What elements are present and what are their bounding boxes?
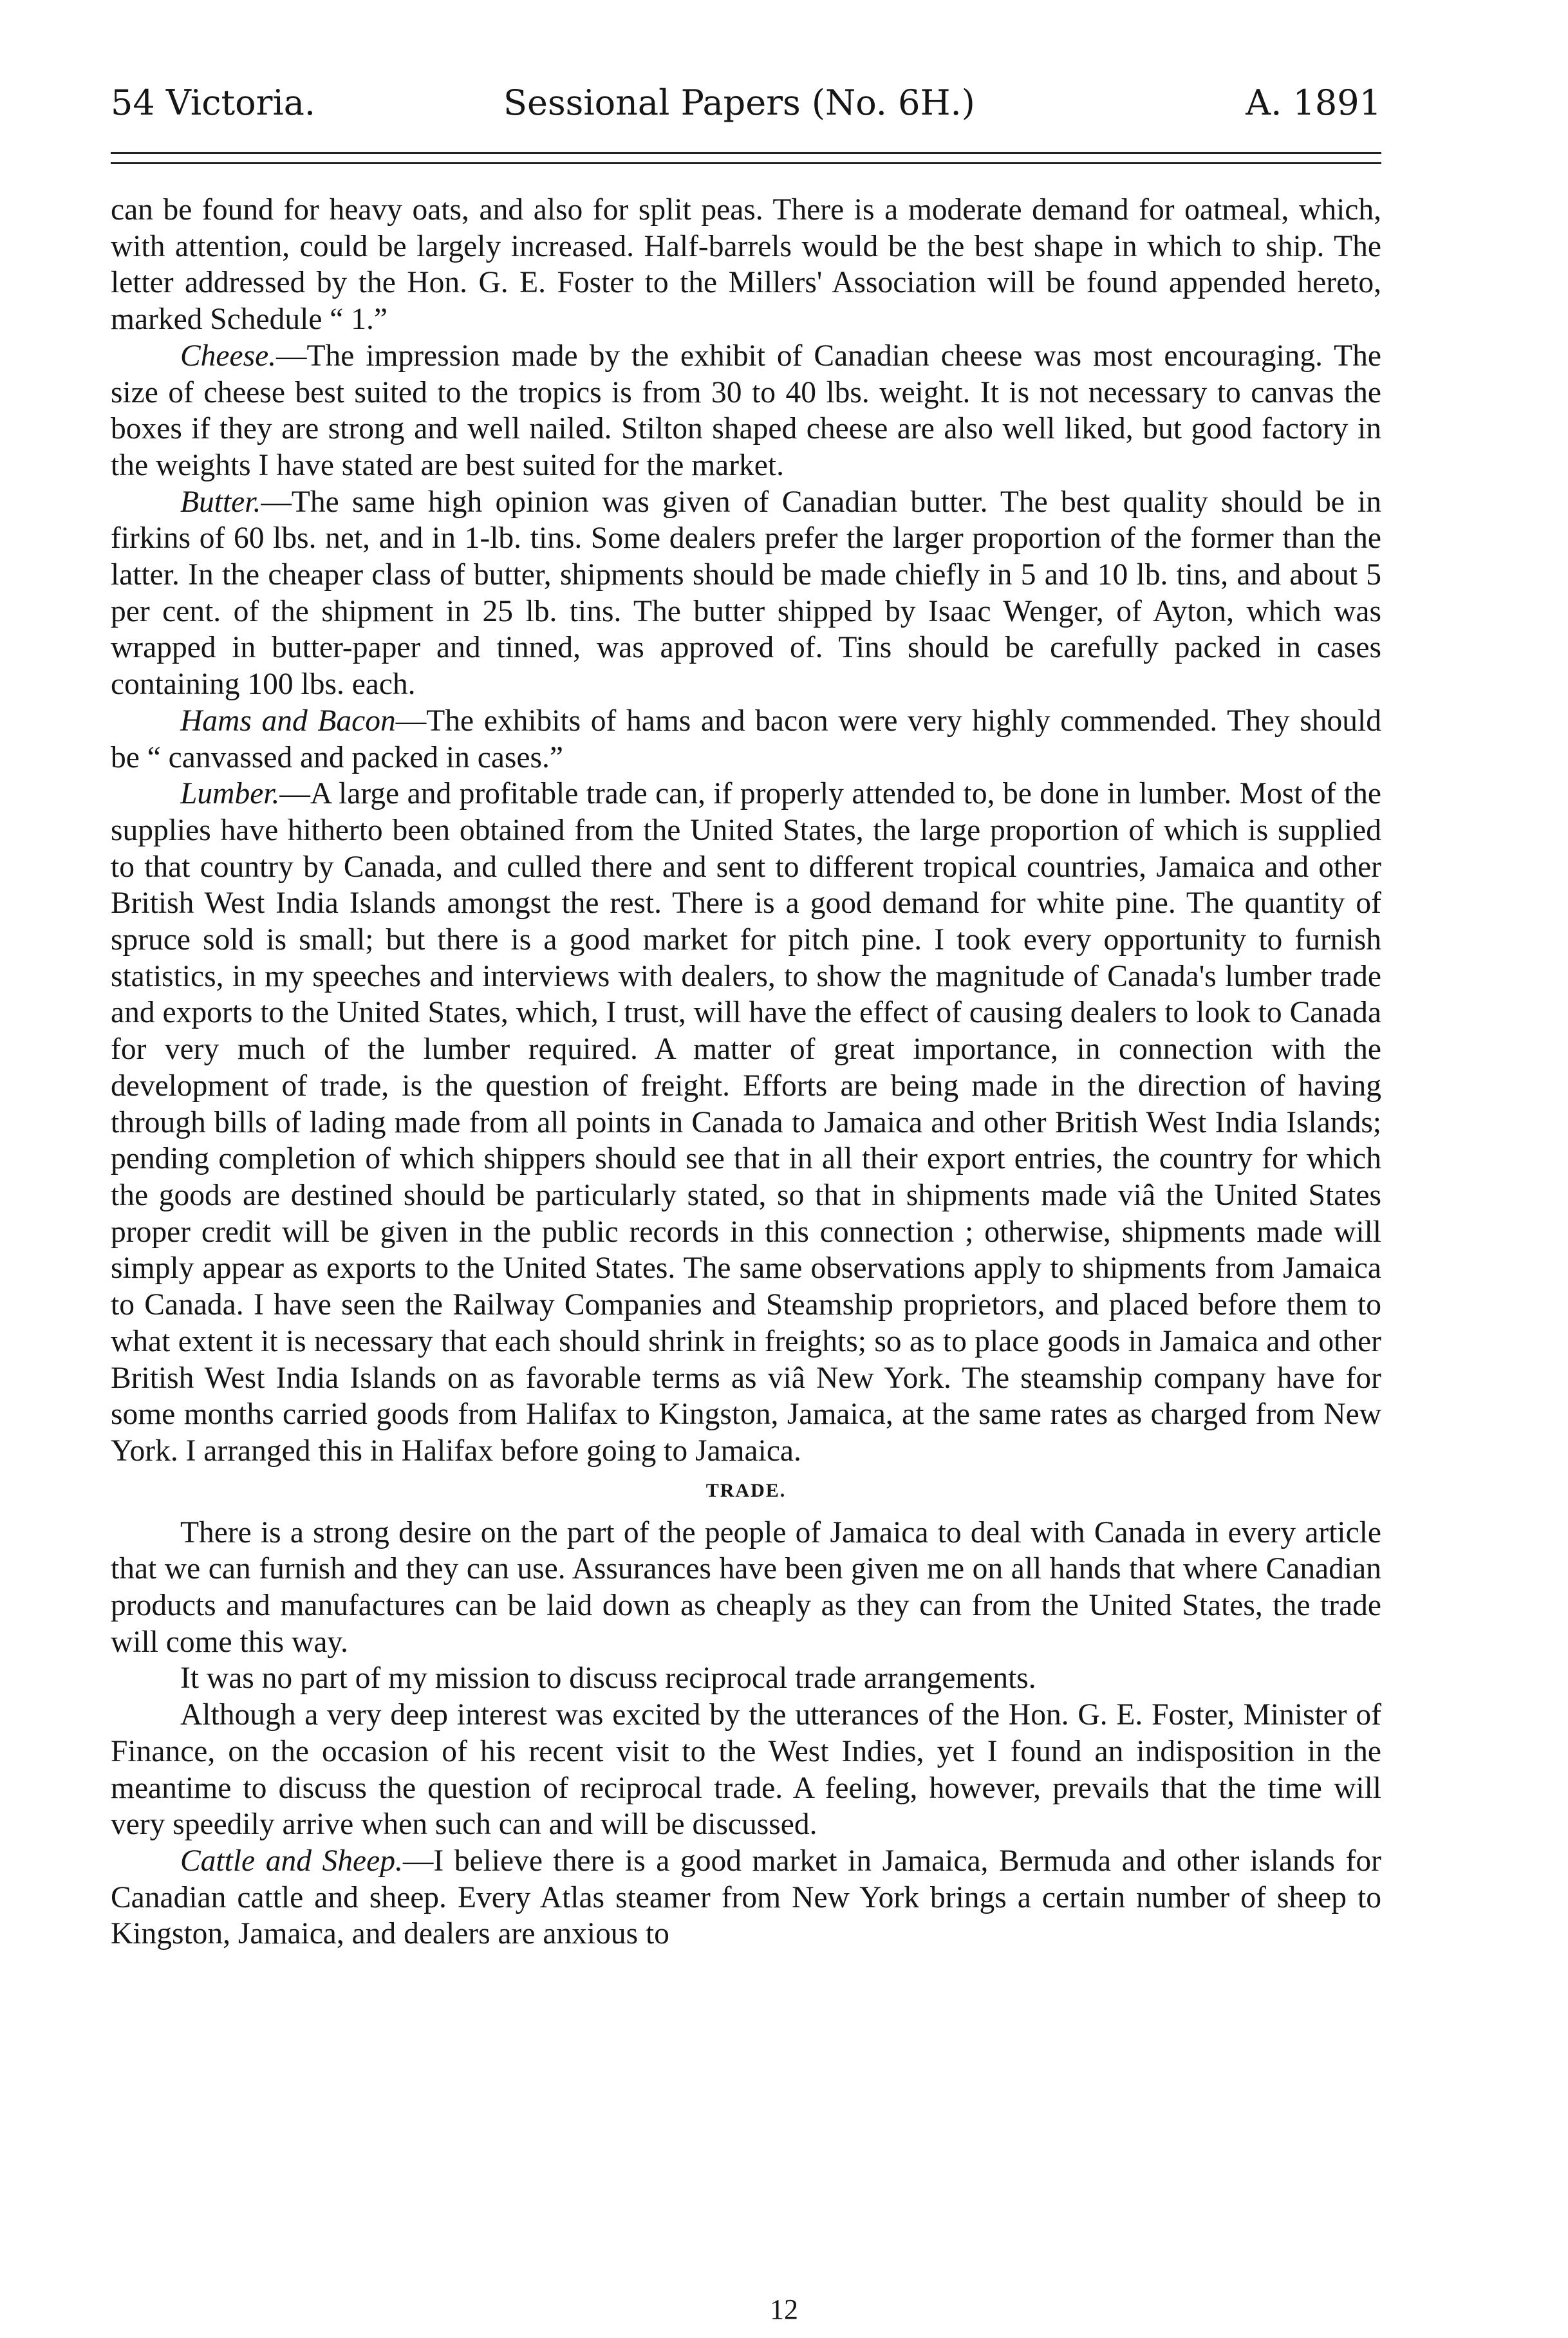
paragraph-reciprocal bbox=[111, 1660, 1381, 1697]
paragraph-text: —The impression made by the exhibit of Canadian cheese was most encouraging. The size of cheese best suited to the tropics is from 30 to 40 lbs. weight. It is not necessary to canvas the boxes if they are strong and well nailed. Stilton shaped cheese are also well liked, but good factory in the weights I have stated are best suited for the market. bbox=[111, 339, 1381, 482]
body-text bbox=[111, 192, 1381, 1952]
run-in-heading: Lumber. bbox=[180, 777, 280, 811]
header-rule-top bbox=[111, 152, 1381, 154]
run-in-heading: Hams and Bacon bbox=[180, 704, 396, 738]
paragraph-cheese bbox=[111, 338, 1381, 484]
run-in-heading: Butter. bbox=[180, 485, 261, 519]
run-in-heading: Cheese. bbox=[180, 339, 277, 373]
paragraph-text: Although a very deep interest was excited by the utterances of the Hon. G. E. Foster, Minister of Finance, on the occasion of his recent visit to the West Indies, yet I found an indisposition in the meantime to discuss the question of reciprocal trade. A feeling, however, prevails that the time will very speedily arrive when such can and will be discussed. bbox=[111, 1698, 1381, 1842]
paragraph-text: It was no part of my mission to discuss reciprocal trade arrangements. bbox=[180, 1661, 1036, 1696]
paragraph-text: —The exhibits of hams and bacon were very highly commended. They should be “ canvassed and packed in cases.” bbox=[111, 704, 1381, 774]
paragraph-text: —A large and profitable trade can, if properly attended to, be done in lumber. Most of the supplies have hitherto been obtained from the United States, the large proportion of which is supplied to that country by Canada, and culled there and sent to different tropical countries, Jamaica and other British West India Islands amongst the rest. There is a good demand for white pine. The quantity of spruce sold is small; but there is a good market for pitch pine. I took every opportunity to furnish statistics, in my speeches and interviews with dealers, to show the magnitude of Canada's lumber trade and exports to the United States, which, I trust, will have the effect of causing dealers to look to Canada for very much of the lumber required. A matter of great importance, in connection with the development of trade, is the question of freight. Efforts are being made in the direction of having through bills of lading made from all points in Canada to Jamaica and other British West India Islands; pending completion of which shippers should see that in all their export entries, the country for which the goods are destined should be particularly stated, so that in shipments made viâ the United States proper credit will be given in the public records in this connection ; otherwise, shipments made will simply appear as exports to the United States. The same observations apply to shipments from Jamaica to Canada. I have seen the Railway Companies and Steamship proprietors, and placed before them to what extent it is necessary that each should shrink in freights; so as to place goods in Jamaica and other British West India Islands on as favorable terms as viâ New York. The steamship company have for some months carried goods from Halifax to Kingston, Jamaica, at the same rates as charged from New York. I arranged this in Halifax before going to Jamaica. bbox=[111, 777, 1381, 1468]
paragraph-text: —The same high opinion was given of Canadian butter. The best quality should be in firkins of 60 lbs. net, and in 1-lb. tins. Some dealers prefer the larger proportion of the former than the latter. In the cheaper class of butter, shipments should be made chiefly in 5 and 10 lb. tins, and about 5 per cent. of the shipment in 25 lb. tins. The butter shipped by Isaac Wenger, of Ayton, which was wrapped in butter-paper and tinned, was approved of. Tins should be carefully packed in cases containing 100 lbs. each. bbox=[111, 485, 1381, 702]
paragraph-butter bbox=[111, 484, 1381, 703]
header-session: 54 Victoria. bbox=[111, 82, 316, 123]
paragraph-cattle-sheep bbox=[111, 1843, 1381, 1952]
paragraph-trade-desire bbox=[111, 1515, 1381, 1661]
run-in-heading: Cattle and Sheep. bbox=[180, 1844, 403, 1878]
paragraph-continued bbox=[111, 192, 1381, 338]
section-heading-trade: TRADE. bbox=[705, 1479, 787, 1501]
header-publication: Sessional Papers (No. 6H.) bbox=[503, 82, 975, 123]
paragraph-text: There is a strong desire on the part of the people of Jamaica to deal with Canada in every article that we can furnish and they can use. Assurances have been given me on all hands that where Canadian products and manufactures can be laid down as cheaply as they can from the United States, the trade will come this way. bbox=[111, 1515, 1381, 1659]
running-header bbox=[111, 77, 1381, 129]
paragraph-foster bbox=[111, 1697, 1381, 1843]
paragraph-hams-bacon bbox=[111, 703, 1381, 776]
paragraph-lumber bbox=[111, 776, 1381, 1469]
paragraph-text: can be found for heavy oats, and also for split peas. There is a moderate demand for oatmeal, which, with attention, could be largely increased. Half-barrels would be the best shape in which to ship. The letter addressed by the Hon. G. E. Foster to the Millers' Association will be found appended hereto, marked Schedule “ 1.” bbox=[111, 193, 1381, 337]
paragraph-text: —I believe there is a good market in Jamaica, Bermuda and other islands for Canadian cattle and sheep. Every Atlas steamer from New York brings a certain number of sheep to Kingston, Jamaica, and dealers are anxious to bbox=[111, 1844, 1381, 1951]
header-rule-bottom bbox=[111, 162, 1381, 164]
page-number: 12 bbox=[770, 2294, 798, 2325]
header-year: A. 1891 bbox=[1246, 82, 1381, 123]
